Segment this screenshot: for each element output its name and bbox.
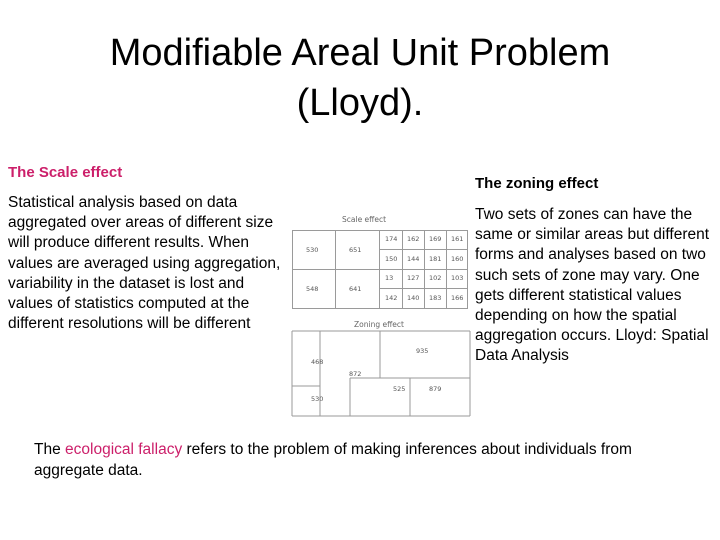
fine-cell-value: 103 bbox=[451, 274, 464, 282]
fine-cell-value: 127 bbox=[407, 274, 420, 282]
zoning-effect-text: Two sets of zones can have the same or similar areas but different forms and analyses based on two such sets of zone may vary. One gets different statistical values depending on how the spatial aggregation occurs. Lloyd: Spatial Data Analysis bbox=[475, 206, 710, 365]
ecological-fallacy-term: ecological fallacy bbox=[65, 441, 183, 458]
zoning-cell-value: 935 bbox=[416, 347, 429, 355]
fine-cell-value: 161 bbox=[451, 235, 464, 243]
scale-effect-figure-label: Scale effect bbox=[342, 215, 387, 224]
footer-suffix: refers to the problem of making inferences about individuals from aggregate data. bbox=[34, 441, 632, 479]
zoning-effect-figure-label: Zoning effect bbox=[354, 320, 404, 329]
zoning-cell-value: 468 bbox=[311, 358, 324, 366]
title-line-1: Modifiable Areal Unit Problem bbox=[109, 32, 611, 74]
scale-effect-text: Statistical analysis based on data aggregated over areas of different size will produce different results. When values are averaged using aggregation, variability in the dataset is lost and values of statistics computed at the different resolutions will be different bbox=[8, 194, 281, 333]
zoning-effect-diagram bbox=[290, 328, 472, 418]
maup-figure bbox=[290, 208, 472, 418]
fine-cell-value: 150 bbox=[385, 255, 398, 263]
coarse-cell-value: 548 bbox=[306, 285, 319, 293]
fine-cell-value: 140 bbox=[407, 294, 420, 302]
ecological-fallacy-text bbox=[34, 439, 674, 481]
coarse-cell-value: 530 bbox=[306, 246, 319, 254]
fine-cell-value: 162 bbox=[407, 235, 420, 243]
coarse-cell-value: 651 bbox=[349, 246, 362, 254]
fine-cell-value: 144 bbox=[407, 255, 420, 263]
fine-cell-value: 174 bbox=[385, 235, 398, 243]
zoning-effect-heading: The zoning effect bbox=[475, 175, 599, 192]
slide-title bbox=[0, 28, 720, 128]
fine-cell-value: 142 bbox=[385, 294, 398, 302]
scale-effect-heading: The Scale effect bbox=[8, 164, 123, 181]
footer-prefix: The bbox=[34, 441, 66, 458]
title-line-2: (Lloyd). bbox=[296, 82, 424, 124]
fine-cell-value: 181 bbox=[429, 255, 442, 263]
zoning-cell-value: 530 bbox=[311, 395, 324, 403]
fine-cell-value: 13 bbox=[385, 274, 394, 282]
zoning-cell-value: 525 bbox=[393, 385, 406, 393]
zoning-cell-value: 879 bbox=[429, 385, 442, 393]
fine-cell-value: 183 bbox=[429, 294, 442, 302]
zoning-cell-value: 872 bbox=[349, 370, 362, 378]
coarse-cell-value: 641 bbox=[349, 285, 362, 293]
fine-cell-value: 160 bbox=[451, 255, 464, 263]
fine-cell-value: 102 bbox=[429, 274, 442, 282]
fine-cell-value: 166 bbox=[451, 294, 464, 302]
fine-cell-value: 169 bbox=[429, 235, 442, 243]
